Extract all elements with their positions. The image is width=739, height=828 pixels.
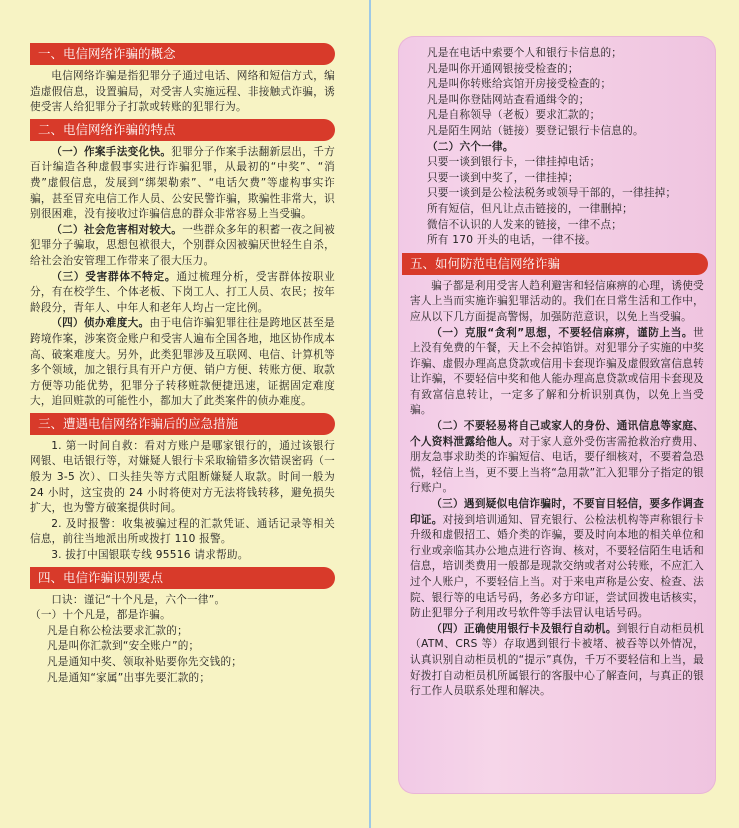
section-1-title: 一、电信网络诈骗的概念 [30, 43, 335, 65]
section-2-point-4 [30, 316, 335, 410]
point-heading: （一）作案手法变化快。 [51, 145, 172, 158]
point-heading: （一）克服“贪利”思想，不要轻信麻痹，谨防上当。 [431, 326, 694, 339]
section-2-point-3 [30, 270, 335, 317]
yilv-item: 微信不认识的人发来的链接，一律不点； [426, 218, 623, 231]
section-2-title: 二、电信网络诈骗的特点 [30, 119, 335, 141]
section-5-intro: 骗子都是利用受害人趋利避害和轻信麻痹的心理，诱使受害人上当而实施诈骗犯罪活动的。我们在日常生活和工作中，应从以下几方面提高警惕，加强防范意识，以免上当受骗。 [410, 279, 704, 323]
fanshi-item: 凡是在电话中索要个人和银行卡信息的； [426, 47, 623, 59]
fanshi-item: 凡是叫你登陆网站查看通缉令的； [426, 93, 590, 106]
point-text: 到银行自动柜员机（ATM、CRS 等）存取遇到银行卡被堵、被吞等以外情况，认真识别自动柜员机的“提示”真伪，千万不要轻信和上当，最好拨打自动柜员机所属银行的客服中心了解查问，与真正的银行工作人员联系处理和解决。 [410, 622, 705, 698]
point-text: 通过梳理分析，受害群体按职业分，有在校学生、个体老板、下岗工人、打工人员、农民；按年龄段分，青年人、中年人和老年人均占一定比例。 [30, 270, 336, 314]
left-column [30, 40, 335, 686]
point-heading: （四）侦办难度大。 [51, 317, 150, 330]
point-heading: （三）遇到疑似电信诈骗时，不要盲目轻信，要多作调查印证。 [410, 498, 704, 526]
section-5-point-1 [410, 326, 704, 420]
section-4-intro: 口诀：谨记“十个凡是，六个一律”。 [51, 593, 226, 606]
fold-line [369, 0, 371, 828]
point-text: 对于家人意外受伤害需抢救治疗费用、朋友急事求助类的诈骗短信、电话，要仔细核对，不要着急恐慌，轻信上当，更不要上当将“急用款”汇入犯罪分子指定的银行账户。 [410, 435, 704, 495]
section-5-point-3 [410, 497, 704, 622]
sub-heading: （二）六个一律。 [426, 140, 514, 153]
fanshi-item: 凡是叫你转账给宾馆开房接受检查的； [426, 78, 612, 91]
yilv-item: 只要一谈到银行卡，一律挂掉电话； [426, 156, 601, 169]
fanshi-item: 凡是通知“家属”出事先要汇款的； [46, 671, 211, 684]
point-text: 对接到培训通知、冒充银行、公检法机构等声称银行卡升级和虚假招工、婚介类的诈骗，要及时向本地的相关单位和行业或亲临其办公地点进行咨询、核对，不要轻信陌生电话和信息，培训类费用一般都是现款交纳或者对公转账，不应汇入过个人账户，不要轻信上当。对于来电声称是公安、检查、法院、银行等的电话号码，务必多方印证，尝试回拨电话核实，防止犯罪分子利用改号软件等手法冒认电话号码。 [410, 513, 704, 620]
yilv-item: 所有短信，但凡让点击链接的，一律删掉； [426, 202, 633, 215]
section-5-point-4 [410, 622, 704, 700]
point-text: 犯罪分子作案手法翻新层出，千方百计编造各种虚假事实进行诈骗犯罪，从最初的“中奖”、“消费”虚假信息，发展到“绑架勒索”、“电话欠费”等虚构事实诈骗，甚至冒充电信工作人员、公安民警诈骗，欺骗性非常大，识别很困难，没有接收过诈骗信息的群众非常容易上当受骗。 [30, 145, 336, 221]
fanshi-item: 凡是自称领导（老板）要求汇款的； [426, 109, 601, 122]
point-heading: （四）正确使用银行卡及银行自动机。 [431, 622, 617, 635]
section-2-point-2 [30, 223, 335, 270]
yilv-item: 只要一谈到中奖了，一律挂掉； [426, 171, 579, 184]
section-3-item-3: 3. 拔打中国银联专线 95516 请求帮助。 [51, 549, 249, 562]
fanshi-item: 凡是通知中奖、领取补贴要你先交钱的； [46, 656, 243, 668]
point-heading: （三）受害群体不特定。 [51, 270, 177, 283]
fanshi-item: 凡是自称公检法要求汇款的； [46, 624, 188, 637]
section-5-title: 五、如何防范电信网络诈骗 [402, 253, 708, 275]
fanshi-item: 凡是叫你开通网银接受检查的； [426, 62, 579, 75]
fanshi-item: 凡是叫你汇款到“安全账户”的； [46, 640, 200, 653]
section-3-item-2: 2. 及时报警：收集被骗过程的汇款凭证、通话记录等相关信息，前往当地派出所或拨打 110 报警。 [30, 517, 335, 546]
section-3-item-1: 1. 第一时间自救：看对方账户是哪家银行的，通过该银行网银、电话银行等，对嫌疑人银行卡采取输错多次错误密码（一般为 3-5 次）、口头挂失等方式阻断嫌疑人取款。时间一般为 24 小时，这宝贵的 24 小时将使对方无法将钱转移，避免损失扩大，也为警方破案提供时间。 [30, 439, 335, 515]
section-3-title: 三、遭遇电信网络诈骗后的应急措施 [30, 413, 335, 435]
point-heading: （二）社会危害相对较大。 [51, 223, 183, 236]
point-text: 由于电信诈骗犯罪往往是跨地区甚至是跨境作案，涉案资金账户和受害人遍布全国各地，地区协作成本高、破案难度大。另外，此类犯罪涉及互联网、电信、计算机等多个领域，加之银行具有开户方便、销户方便、转账方便、取款方便等功能优势，犯罪分子转移赃款便捷迅速，证据固定难度大，追回赃款的可能性小，都加大了此类案件的侦办难度。 [30, 317, 336, 408]
section-4-title: 四、电信诈骗识别要点 [30, 567, 335, 589]
point-text: 世上没有免费的午餐，天上不会掉馅饼。对犯罪分子实施的中奖诈骗、虚假办理高息贷款或信用卡套现诈骗及虚假致富信息转让诈骗，不要轻信中奖和他人能办理高息贷款或信用卡套现及有致富信息转让，一定多了解和分析识别真伪，以免上当受骗。 [410, 326, 704, 417]
section-2-point-1 [30, 145, 335, 223]
point-text: 一些群众多年的积蓄一夜之间被犯罪分子骗取，思想包袱很大，个别群众因被骗厌世轻生自杀，给社会治安管理工作带来了很大压力。 [30, 223, 336, 267]
section-4-sub-2 [410, 140, 704, 156]
point-heading: （二）不要轻易将自己或家人的身份、通讯信息等家庭、个人资料泄露给他人。 [410, 420, 704, 448]
yilv-item: 所有 170 开头的电话，一律不接。 [426, 234, 597, 247]
section-4-sub-1: （一）十个凡是，都是诈骗。 [30, 609, 171, 622]
section-1-text: 电信网络诈骗是指犯罪分子通过电话、网络和短信方式，编造虚假信息，设置骗局，对受害人实施远程、非接触式诈骗，诱使受害人给犯罪分子打款或转账的犯罪行为。 [30, 70, 335, 114]
right-column [398, 36, 716, 794]
yilv-item: 只要一谈到是公检法税务或领导干部的，一律挂掉； [426, 187, 677, 200]
section-5-point-2 [410, 419, 704, 497]
fanshi-item: 凡是陌生网站（链接）要登记银行卡信息的。 [426, 124, 644, 137]
